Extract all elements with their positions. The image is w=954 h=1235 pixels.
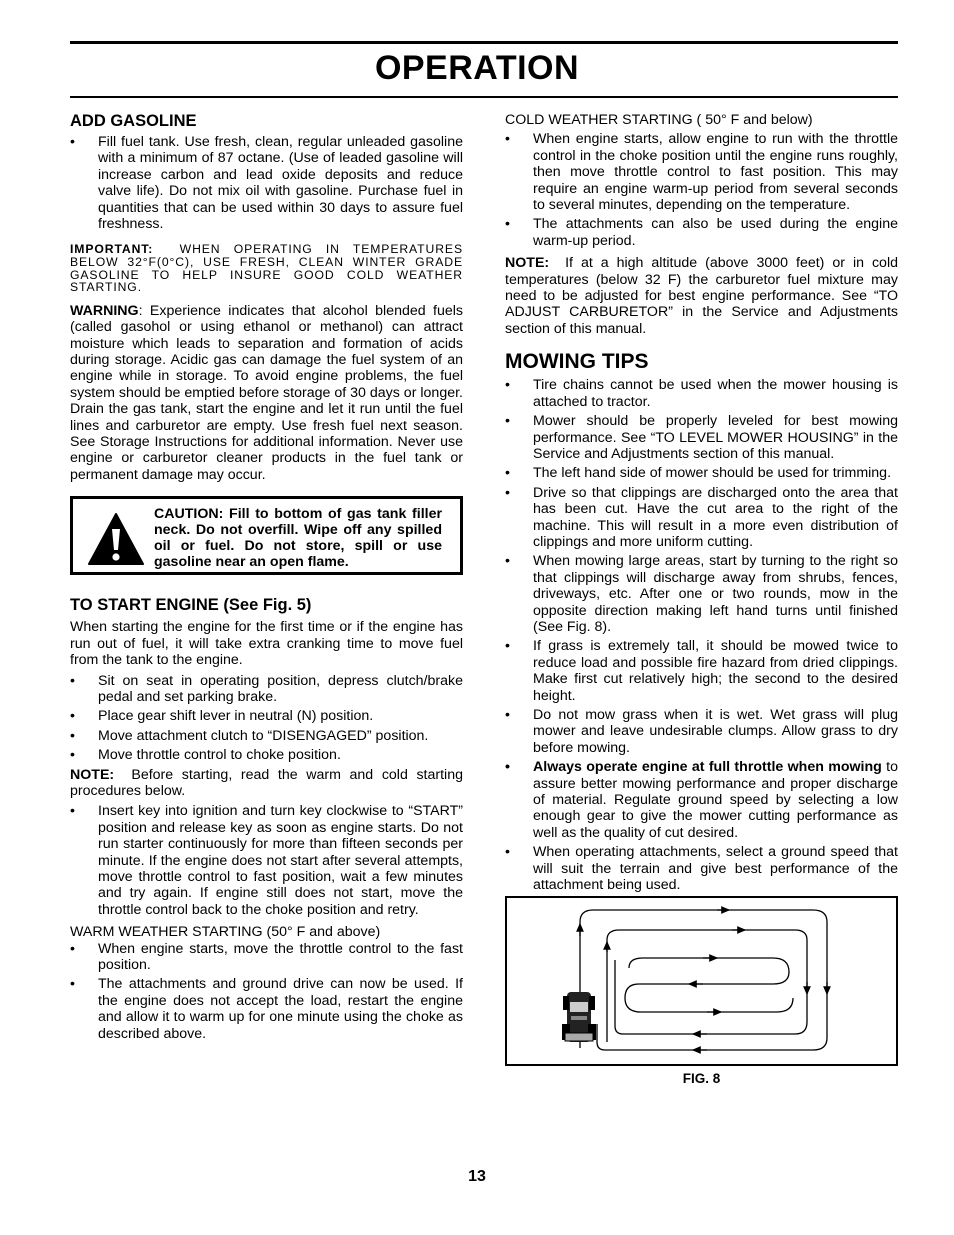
mowing-tips-list [505,377,898,893]
start-engine-list-2 [70,803,463,918]
caution-box [70,496,463,575]
list-item: • Do not mow grass when it is wet. Wet grass will plug mower and leave undesirable clumps. Allow grass to dry before mowing. [505,707,898,756]
bullet-icon: • [70,747,75,764]
list-item: • Drive so that clippings are discharged onto the area that has been cut. Have the cut area to the right of the machine. This will result in a more even distribution of clippings and more uniform cutting. [505,484,898,550]
list-item: • Sit on seat in operating position, depress clutch/brake pedal and set parking brake. [70,672,463,705]
bullet-icon: • [505,638,510,655]
bullet-icon: • [70,708,75,725]
tractor-icon [562,992,596,1042]
list-item: • If grass is extremely tall, it should be mowed twice to reduce load and possible fire hazard from dried clippings. Make first cut relatively high; the second to the desired height. [505,638,898,704]
list-item: • When engine starts, move the throttle control to the fast position. [70,940,463,973]
bullet-icon: • [70,940,75,957]
list-item: • Fill fuel tank. Use fresh, clean, regular unleaded gasoline with a minimum of 87 octane. (Use of leaded gasoline will increase carbon and lead oxide deposits and reduce valve life). Do not mix oil with gasoline. Purchase fuel in quantities that can be used within 30 days to assure fuel freshness. [70,134,463,233]
bullet-icon: • [505,707,510,723]
start-engine-intro: When starting the engine for the first time or if the engine has run out of fuel, it will take extra cranking time to move fuel from the tank to the engine. [70,619,463,669]
bullet-icon: • [505,553,510,570]
mowing-pattern-diagram [507,898,896,1064]
bullet-icon: • [70,803,75,820]
header-rule-top [70,41,898,44]
list-item: • Move throttle control to choke position. [70,747,341,764]
right-column [505,112,898,1086]
list-item: • The left hand side of mower should be used for trimming. [505,465,892,482]
warning-paragraph: WARNING: Experience indicates that alcohol blended fuels (called gasohol or using ethanol or methanol) can attract moisture which leads to separation and formation of acids during storage. Acidic gas can damage the fuel system of an engine while in storage. To avoid engine problems, the fuel system should be emptied before storage of 30 days or longer. Drain the gas tank, start the engine and let it run until the fuel lines and carburetor are empty. Use fresh fuel next season. See Storage Instructions for additional information. Never use engine or carburetor cleaner products in the fuel tank or permanent damage may occur. [70,302,463,483]
start-engine-list [70,673,463,764]
altitude-note: NOTE: If at a high altitude (above 3000 feet) or in cold temperatures (below 32 F) the carburetor fuel mixture may need to be adjusted for best engine performance. See “TO ADJUST CARBURETOR” in the Service and Adjustments section of this manual. [505,255,898,337]
list-item: • When mowing large areas, start by turning to the right so that clippings will discharge away from shrubs, fences, driveways, etc. After one or two rounds, mow in the opposite direction making left hand turns until finished (See Fig. 8). [505,553,898,635]
bullet-icon: • [505,377,510,394]
list-item: • When operating attachments, select a ground speed that will suit the terrain and give best performance of the attachment being used. [505,844,898,894]
list-item: • Move attachment clutch to “DISENGAGED” position. [70,727,429,744]
list-item: • The attachments and ground drive can now be used. If the engine does not accept the load, restart the engine and allow it to warm up for one minute using the choke as described above. [70,976,463,1042]
caution-text: CAUTION: Fill to bottom of gas tank filler neck. Do not overfill. Wipe off any spilled oil or fuel. Do not store, spill or use gasoline near an open flame. [154,506,442,571]
list-item: • Always operate engine at full throttle when mowing to assure better mowing performance and proper discharge of material. Regulate ground speed by selecting a low enough gear to give the mower cutting performance as well as the quality of cut desired. [505,759,898,841]
page-title: OPERATION [374,49,580,87]
list-item: • Place gear shift lever in neutral (N) position. [70,708,374,725]
bullet-icon: • [70,134,75,150]
figure-caption: FIG. 8 [682,1071,721,1087]
warm-weather-heading: WARM WEATHER STARTING (50° F and above) [70,924,381,941]
list-item: • When engine starts, allow engine to run with the throttle control in the choke position until the engine runs roughly, then move throttle control to fast position. This may require an engine warm-up period from several seconds to several minutes, depending on the temperature. [505,131,898,214]
bullet-icon: • [505,484,510,501]
bullet-icon: • [70,672,75,689]
warning-triangle-icon [88,511,144,567]
bullet-icon: • [70,727,75,744]
left-column [70,111,463,1045]
add-gasoline-heading: ADD GASOLINE [70,112,197,130]
list-item: • Insert key into ignition and turn key clockwise to “START” position and release key as soon as engine starts. Do not run starter continuously for more than fifteen seconds per minute. If the engine does not start after several attempts, move throttle control to fast position, wait a few minutes and try again. If engine still does not start, move the throttle control back to the choke position and retry. [70,803,463,918]
bullet-icon: • [505,844,510,861]
bullet-icon: • [70,976,75,993]
bullet-icon: • [505,759,510,776]
list-item: • The attachments can also be used during the engine warm-up period. [505,216,898,249]
bullet-icon: • [505,465,510,482]
warm-weather-list [70,941,463,1042]
start-engine-note: NOTE: Before starting, read the warm and cold starting procedures below. [70,766,463,799]
start-engine-heading: TO START ENGINE (See Fig. 5) [70,596,312,615]
add-gasoline-list [70,134,463,232]
bullet-icon: • [505,131,510,148]
important-notice: IMPORTANT: WHEN OPERATING IN TEMPERATURES BELOW 32°F(0°C), USE FRESH, CLEAN WINTER GRADE GASOLINE TO HELP INSURE GOOD COLD WEATHER STARTING. [70,242,463,295]
mowing-pattern-figure [505,896,898,1066]
header-rule-bottom [70,96,898,98]
list-item: • Mower should be properly leveled for best mowing performance. See “TO LEVEL MOWER HOUSING” in the Service and Adjustments section of this manual. [505,413,898,462]
list-item: • Tire chains cannot be used when the mower housing is attached to tractor. [505,377,898,410]
bullet-icon: • [505,216,510,233]
bullet-icon: • [505,413,510,430]
page-number: 13 [468,1168,486,1185]
mowing-tips-heading: MOWING TIPS [505,350,649,374]
cold-weather-heading: COLD WEATHER STARTING ( 50° F and below) [505,112,813,128]
cold-weather-list [505,131,898,249]
